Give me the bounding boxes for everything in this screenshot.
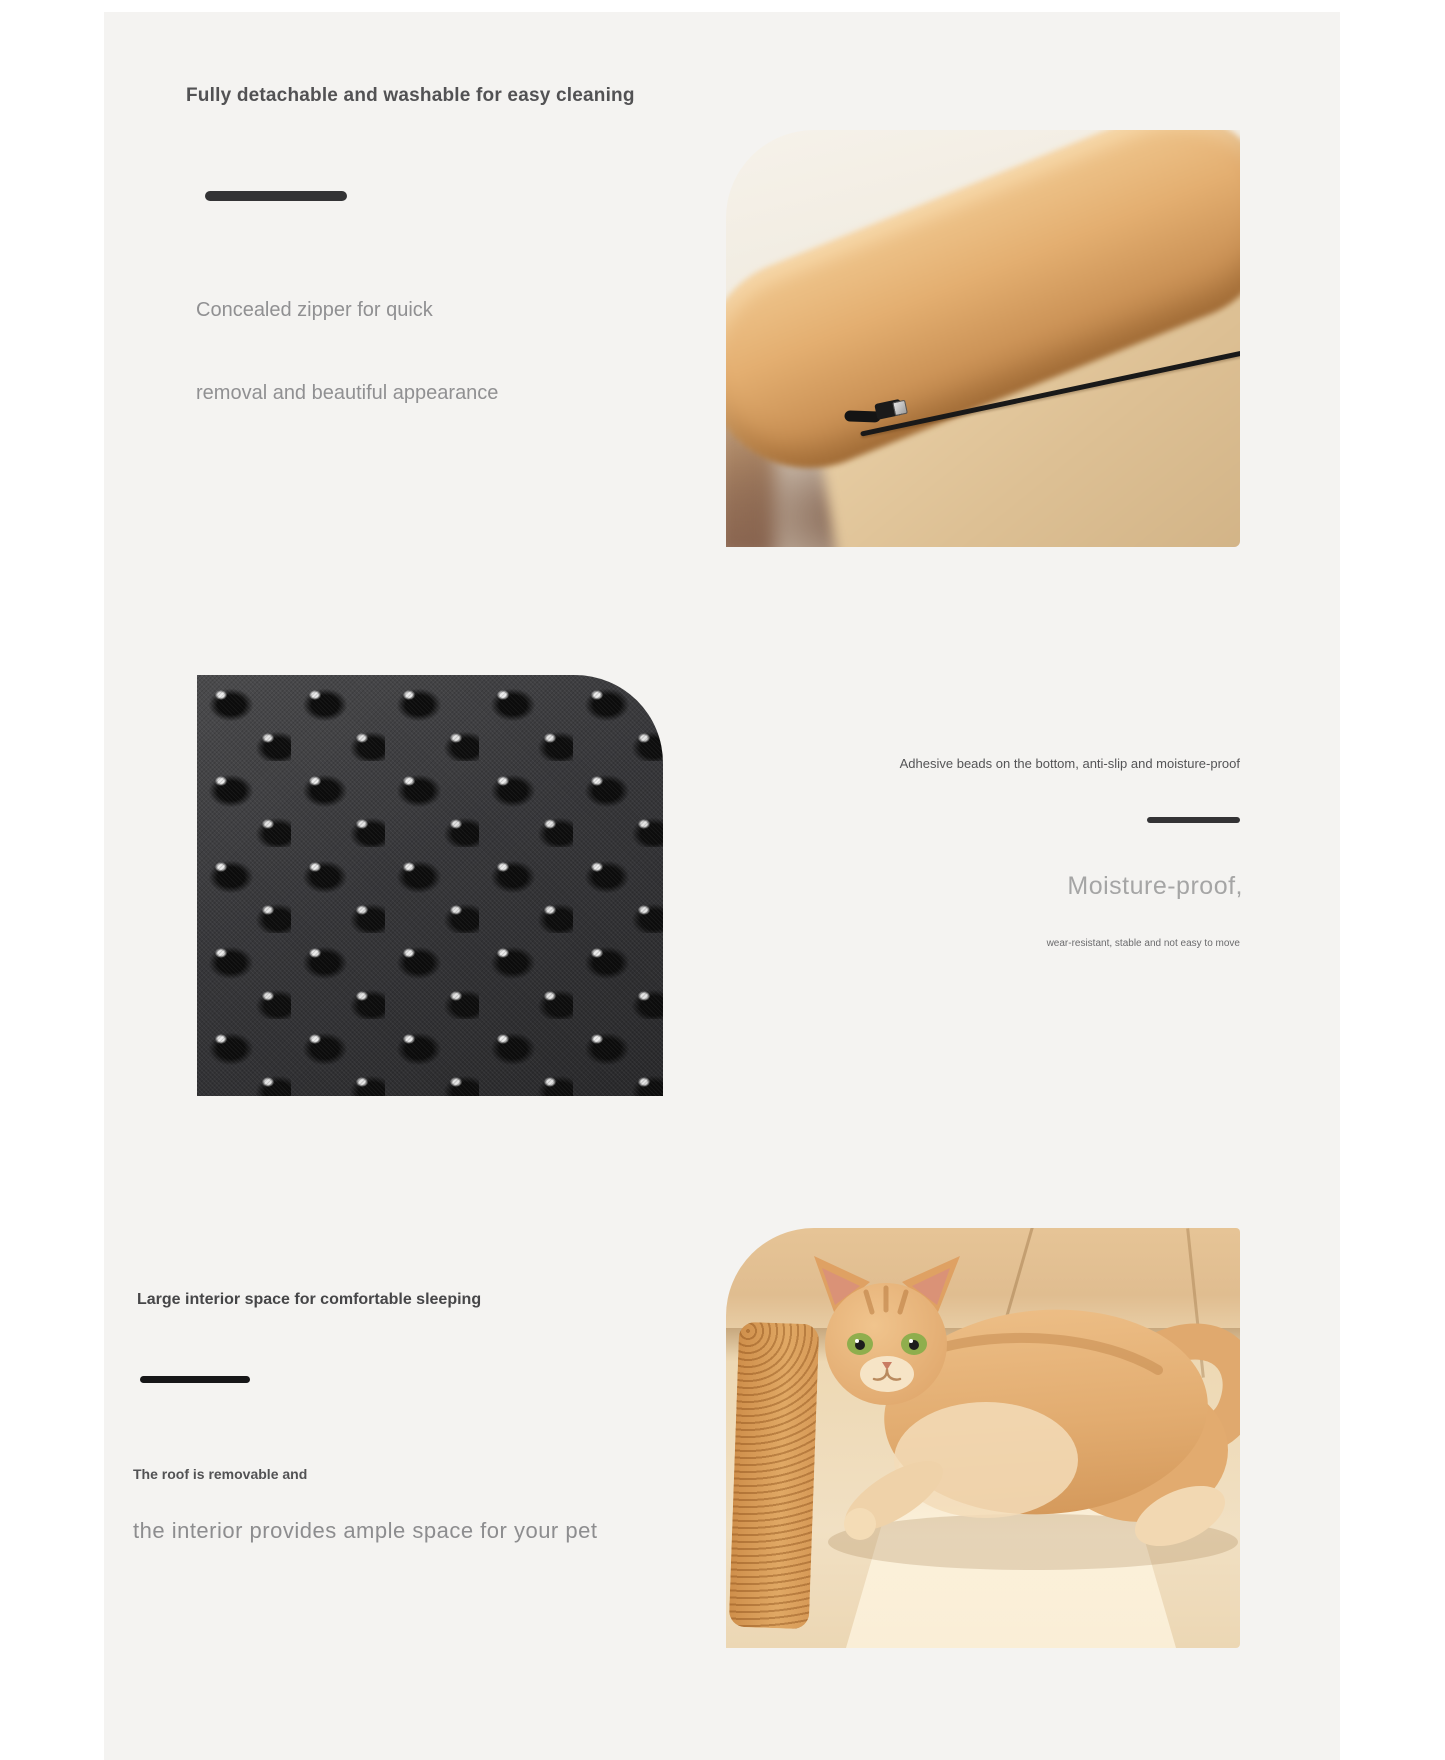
washable-section-title: Fully detachable and washable for easy cleaning [186,85,635,106]
moisture-subcaption: wear-resistant, stable and not easy to move [1046,938,1240,949]
anti-slip-fabric-photo [197,675,663,1096]
space-detail-line-2: the interior provides ample space for your pet [133,1518,598,1543]
space-detail-line-1: The roof is removable and [133,1466,308,1482]
moisture-heading: Moisture-proof, [1067,872,1243,900]
ginger-cat-illustration [788,1250,1240,1590]
space-divider [140,1376,250,1383]
zipper-metal-clasp [892,400,908,416]
zipper-fur-photo [726,130,1240,547]
washable-detail-line-1: Concealed zipper for quick [196,299,433,321]
moisture-divider [1147,817,1240,823]
washable-detail-line-2: removal and beautiful appearance [196,382,499,404]
moisture-caption: Adhesive beads on the bottom, anti-slip and moisture-proof [899,756,1240,771]
cat-in-bed-photo [726,1228,1240,1648]
washable-divider [205,191,347,201]
space-section-title: Large interior space for comfortable sleeping [137,1291,482,1308]
